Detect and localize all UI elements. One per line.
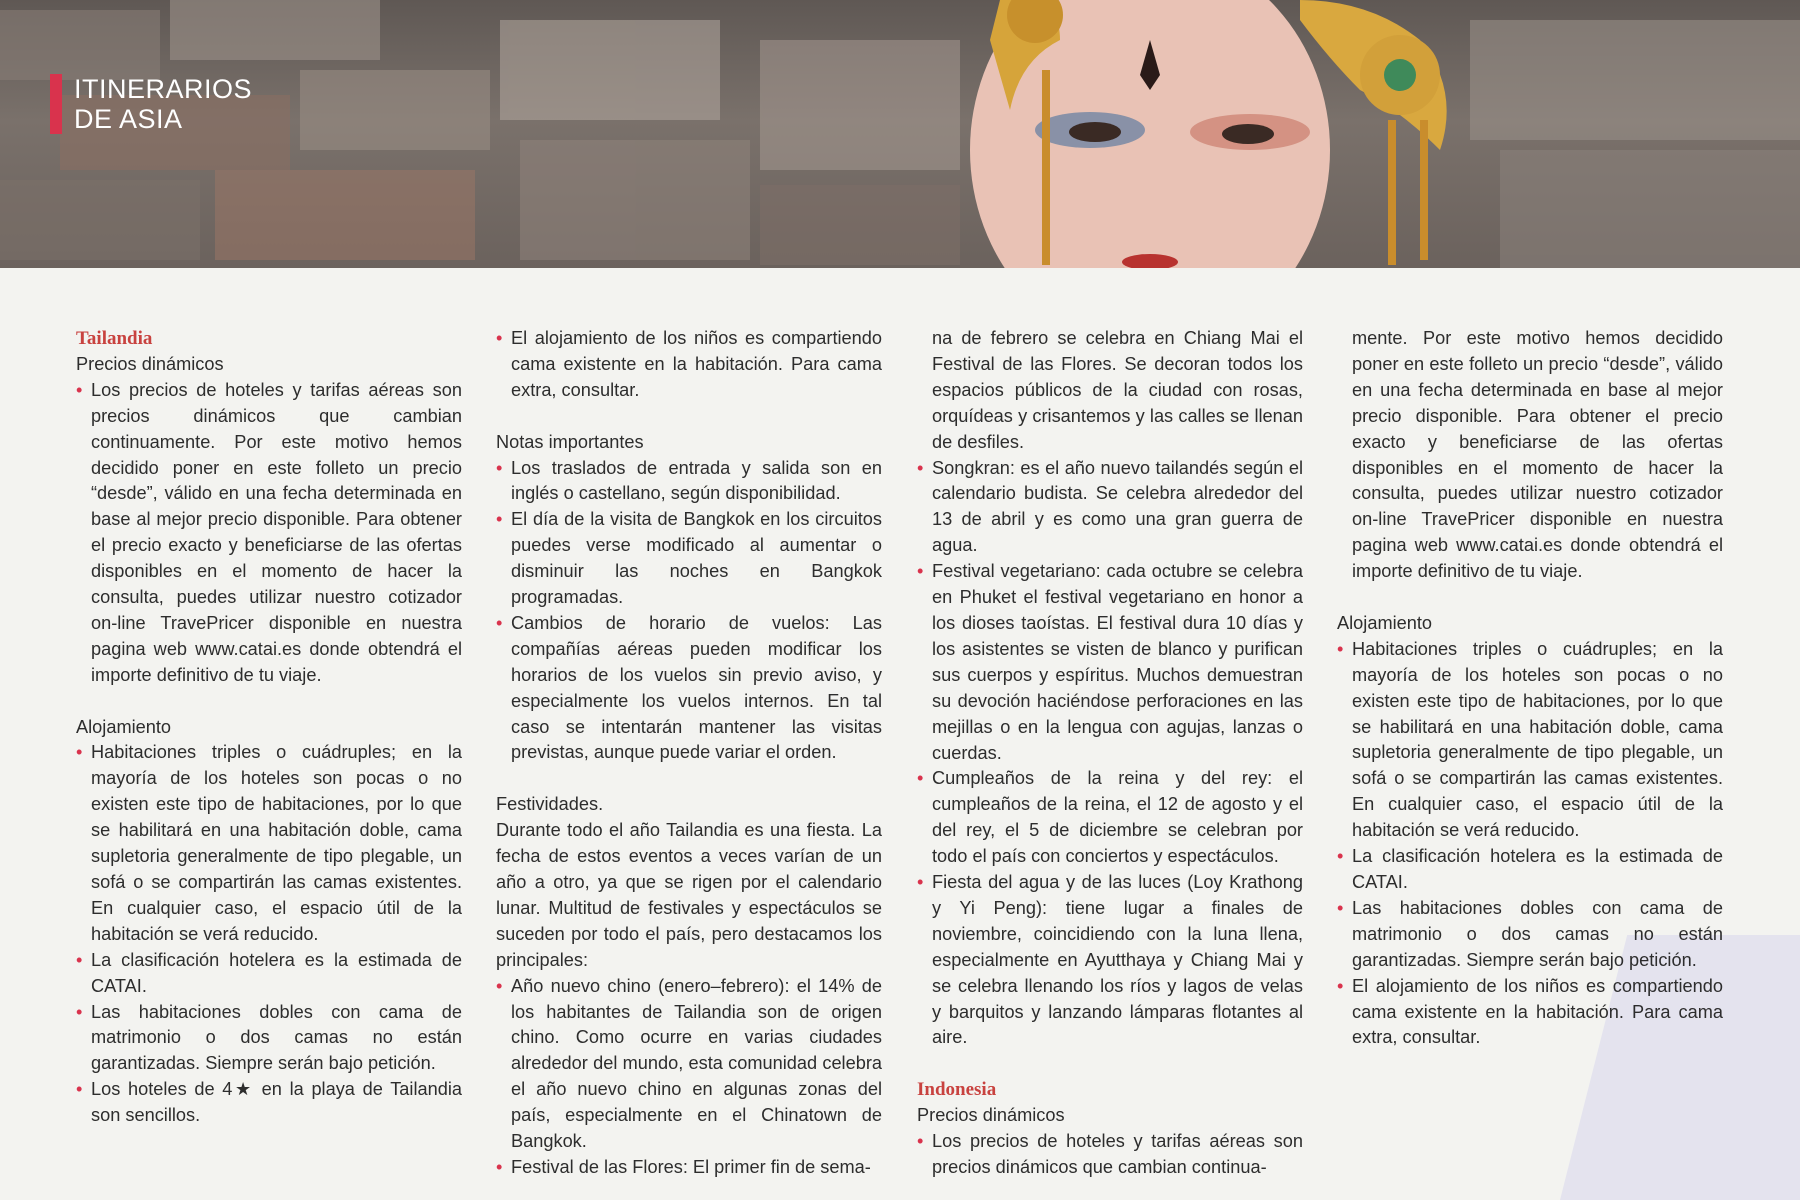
list-item: • Fiesta del agua y de las luces (Loy Krathong y Yi Peng): tiene lugar a finales de noviembre, coincidiendo con la luna llena, especialmente en Ayutthaya y Chiang Mai y se celebra llenando los ríos y lagos de velas y barquitos y lanzando lámparas flotantes al aire. [917, 870, 1303, 1051]
list-item: • Habitaciones triples o cuádruples; en la mayoría de los hoteles son pocas o no existen este tipo de habitaciones, por lo que se habilitará en una habitación doble, cama supletoria generalmente de tipo plegable, un sofá o se compartirán las camas existentes. En cualquier caso, el espacio útil de la habitación se verá reducido. [76, 740, 462, 947]
bullet-list [76, 378, 462, 689]
country-heading-tailandia: Tailandia [76, 328, 153, 349]
list-item: • El alojamiento de los niños es compartiendo cama existente en la habitación. Para cama extra, consultar. [496, 326, 882, 404]
list-item: • Año nuevo chino (enero–febrero): el 14% de los habitantes de Tailandia son de origen chino. Como ocurre en varias ciudades alrededor del mundo, esta comunidad celebra el año nuevo chino en algunas zonas del país, especialmente en el Chinatown de Bangkok. [496, 974, 882, 1155]
column-1 [76, 326, 462, 1129]
bullet-list [496, 326, 882, 404]
bullet-list [496, 974, 882, 1181]
list-item: • Festival de las Flores: El primer fin de sema- [496, 1155, 882, 1181]
list-item: • El día de la visita de Bangkok en los circuitos puedes verse modificado al aumentar o disminuir las noches en Bangkok programadas. [496, 507, 882, 611]
column-4 [1337, 326, 1723, 1051]
subheading-alojamiento: Alojamiento [1337, 612, 1433, 633]
subheading-alojamiento: Alojamiento [76, 716, 172, 737]
hero-illustration [0, 0, 1800, 268]
list-item: • Los precios de hoteles y tarifas aéreas son precios dinámicos que cambian continua- [917, 1129, 1303, 1181]
list-item: • Festival vegetariano: cada octubre se celebra en Phuket el festival vegetariano en honor a los dioses taoístas. El festival dura 10 días y los asistentes se visten de blanco y purifican sus cuerpos y espíritus. Muchos demuestran su devoción haciéndose perforaciones en las mejillas o en la lengua con agujas, lanzas o cuerdas. [917, 559, 1303, 766]
column-3 [917, 326, 1303, 1181]
section-tag-line2: DE ASIA [74, 104, 183, 134]
subheading-notas: Notas importantes [496, 431, 644, 452]
bullet-list [76, 740, 462, 1129]
list-item: • Cambios de horario de vuelos: Las compañías aéreas pueden modificar los horarios de los vuelos sin previo aviso, y especialmente los vuelos internos. En tal caso se intentarán mantener las visitas previstas, aunque puede variar el orden. [496, 611, 882, 766]
list-item: • Las habitaciones dobles con cama de matrimonio o dos camas no están garantizadas. Siempre serán bajo petición. [76, 1000, 462, 1078]
paragraph: Durante todo el año Tailandia es una fiesta. La fecha de estos eventos a veces varían de un año a otro, ya que se rigen por el calendario lunar. Multitud de festivales y espectáculos se suceden por todo el país, pero destacamos los principales: [496, 820, 882, 970]
column-2 [496, 326, 882, 1181]
list-item: • La clasificación hotelera es la estimada de CATAI. [76, 948, 462, 1000]
subheading-precios: Precios dinámicos [917, 1105, 1065, 1126]
continued-text: na de febrero se celebra en Chiang Mai el Festival de las Flores. Se decoran todos los espacios públicos de la ciudad con rosas, orquídeas y crisantemos y las calles se llenan de desfiles. [932, 328, 1303, 452]
subheading-precios: Precios dinámicos [76, 353, 224, 374]
bullet-list [496, 456, 882, 767]
hero-photo [0, 0, 1800, 268]
country-heading-indonesia: Indonesia [917, 1079, 997, 1101]
bullet-list [917, 1129, 1303, 1181]
bullet-list [1337, 637, 1723, 1052]
subheading-festividades: Festividades. [496, 794, 604, 815]
list-item: • El alojamiento de los niños es compartiendo cama existente en la habitación. Para cama extra, consultar. [1337, 974, 1723, 1052]
list-item: • Cumpleaños de la reina y del rey: el cumpleaños de la reina, el 12 de agosto y el del rey, el 5 de diciembre se celebran por todo el país con conciertos y espectáculos. [917, 766, 1303, 870]
section-tag-line1: ITINERARIOS [74, 74, 253, 104]
section-tag [50, 74, 252, 134]
list-item: • Las habitaciones dobles con cama de matrimonio o dos camas no están garantizadas. Siempre serán bajo petición. [1337, 896, 1723, 974]
list-item: • Songkran: es el año nuevo tailandés según el calendario budista. Se celebra alrededor del 13 de abril y es como una gran guerra de agua. [917, 456, 1303, 560]
list-item: • Los traslados de entrada y salida son en inglés o castellano, según disponibilidad. [496, 456, 882, 508]
continued-text: mente. Por este motivo hemos decidido poner en este folleto un precio “desde”, válido en una fecha determinada en base al mejor precio disponible. Para obtener el precio exacto y beneficiarse de las ofertas disponibles en el momento de hacer la consulta, puedes utilizar nuestro cotizador on-line TravePricer disponible en nuestra pagina web www.catai.es donde obtendrá el importe definitivo de tu viaje. [1352, 328, 1723, 582]
list-item: • Los hoteles de 4★ en la playa de Tailandia son sencillos. [76, 1077, 462, 1129]
list-item: • La clasificación hotelera es la estimada de CATAI. [1337, 844, 1723, 896]
list-item: • Los precios de hoteles y tarifas aéreas son precios dinámicos que cambian continuamente. Por este motivo hemos decidido poner en este folleto un precio “desde”, válido en una fecha determinada en base al mejor precio disponible. Para obtener el precio exacto y beneficiarse de las ofertas disponibles en el momento de hacer la consulta, puedes utilizar nuestro cotizador on-line TravePricer disponible en nuestra pagina web www.catai.es donde obtendrá el importe definitivo de tu viaje. [76, 378, 462, 689]
bullet-list [917, 456, 1303, 1052]
list-item: • Habitaciones triples o cuádruples; en la mayoría de los hoteles son pocas o no existen este tipo de habitaciones, por lo que se habilitará en una habitación doble, cama supletoria generalmente de tipo plegable, un sofá o se compartirán las camas existentes. En cualquier caso, el espacio útil de la habitación se verá reducido. [1337, 637, 1723, 844]
